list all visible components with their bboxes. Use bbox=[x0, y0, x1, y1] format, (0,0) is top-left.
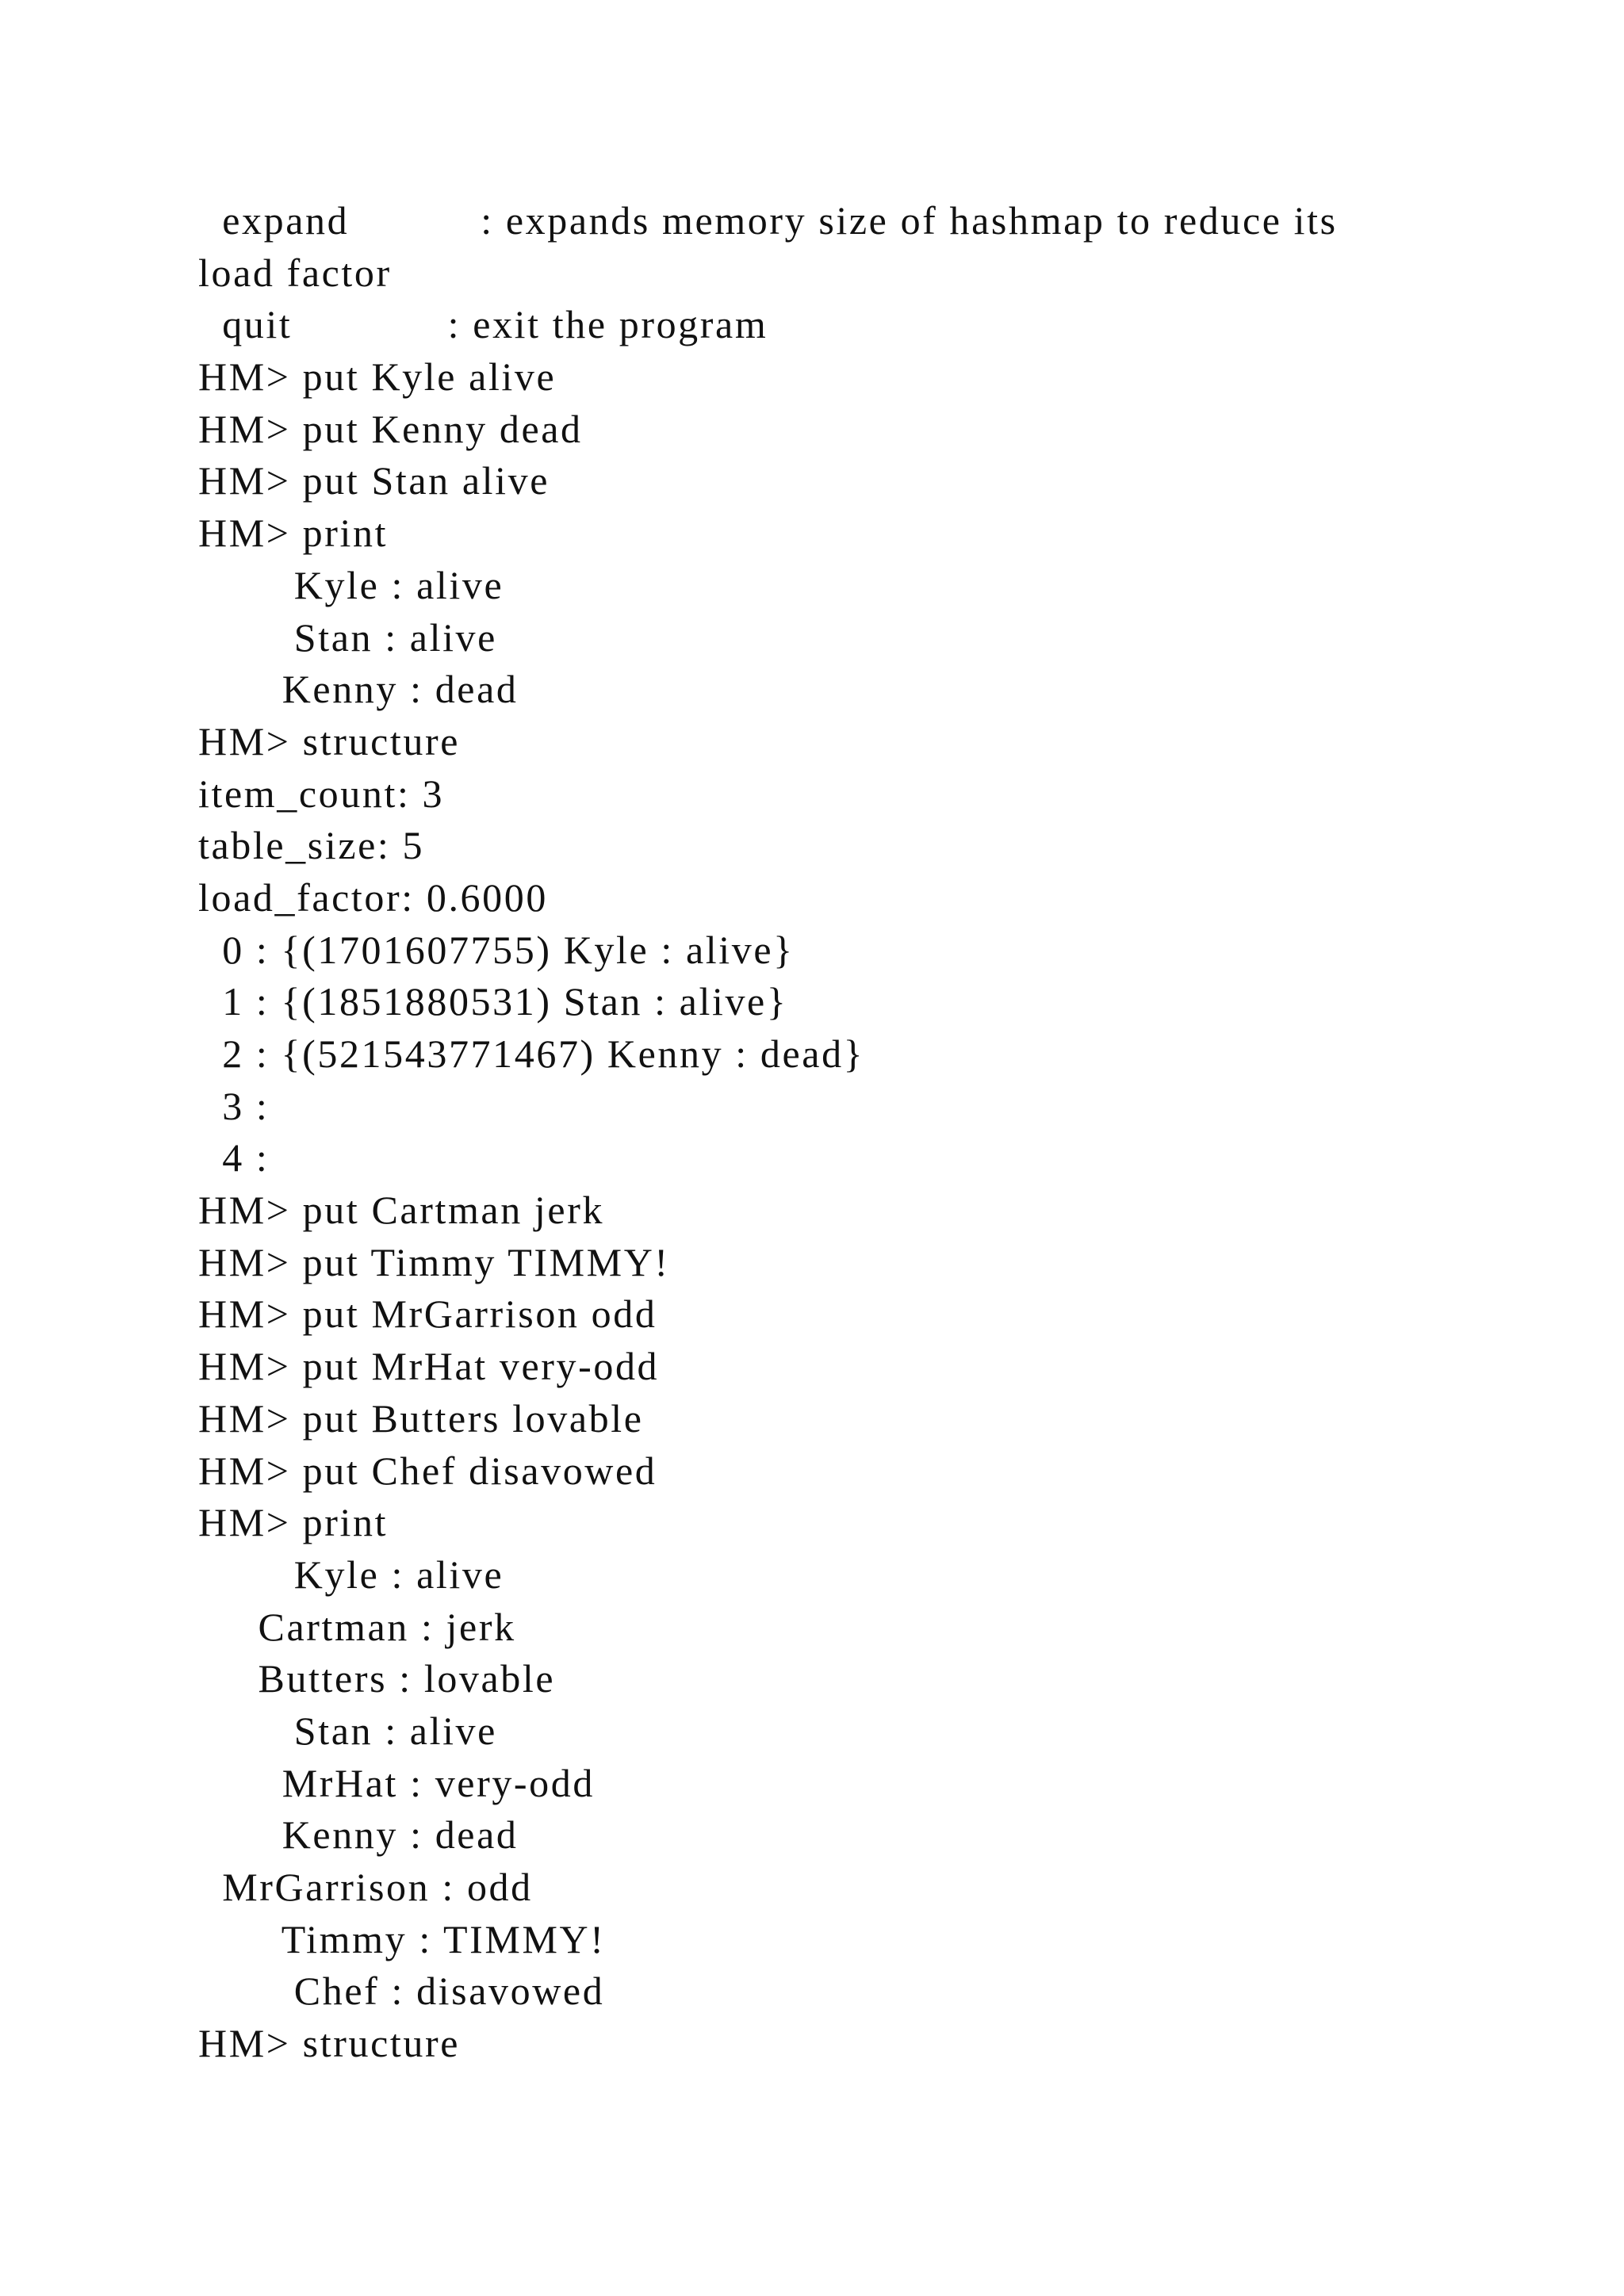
transcript-line: HM> put Timmy TIMMY! bbox=[198, 1239, 670, 1284]
transcript-line: HM> put Cartman jerk bbox=[198, 1188, 605, 1233]
transcript-line: Kenny : dead bbox=[198, 667, 519, 712]
transcript-line: Kenny : dead bbox=[198, 1812, 519, 1858]
transcript-line: load factor bbox=[198, 250, 392, 295]
transcript-line: HM> structure bbox=[198, 2021, 460, 2066]
transcript-line: MrGarrison : odd bbox=[198, 1865, 533, 1909]
transcript-line: Kyle : alive bbox=[198, 1552, 504, 1597]
transcript-line: HM> put Kenny dead bbox=[198, 406, 583, 451]
transcript-line: HM> print bbox=[198, 511, 389, 556]
transcript-line: table_size: 5 bbox=[198, 823, 425, 868]
transcript-line: HM> put MrGarrison odd bbox=[198, 1292, 657, 1337]
transcript-line: quit : exit the program bbox=[198, 302, 768, 347]
transcript-line: HM> structure bbox=[198, 718, 460, 763]
transcript-line: Butters : lovable bbox=[198, 1656, 556, 1701]
transcript-line: Stan : alive bbox=[198, 614, 497, 660]
transcript-line: 2 : {(521543771467) Kenny : dead} bbox=[198, 1031, 865, 1076]
transcript-line: 3 : bbox=[198, 1083, 270, 1128]
transcript-line: 0 : {(1701607755) Kyle : alive} bbox=[198, 927, 795, 972]
transcript-line: HM> put Butters lovable bbox=[198, 1395, 644, 1441]
transcript-line: Kyle : alive bbox=[198, 562, 504, 607]
transcript-line: HM> put Kyle alive bbox=[198, 354, 557, 400]
transcript-line: HM> put Stan alive bbox=[198, 458, 550, 503]
terminal-transcript bbox=[198, 195, 1546, 2070]
transcript-line: HM> put MrHat very-odd bbox=[198, 1344, 660, 1389]
transcript-line: Cartman : jerk bbox=[198, 1604, 516, 1649]
transcript-line: item_count: 3 bbox=[198, 771, 445, 816]
transcript-line: MrHat : very-odd bbox=[198, 1760, 595, 1805]
transcript-line: Timmy : TIMMY! bbox=[198, 1916, 606, 1961]
transcript-line: HM> put Chef disavowed bbox=[198, 1448, 657, 1493]
transcript-line: load_factor: 0.6000 bbox=[198, 874, 548, 920]
transcript-line: expand : expands memory size of hashmap to reduce its bbox=[198, 198, 1338, 243]
transcript-line: 4 : bbox=[198, 1135, 270, 1181]
transcript-line: HM> print bbox=[198, 1500, 389, 1545]
transcript-line: Stan : alive bbox=[198, 1708, 497, 1753]
transcript-line: Chef : disavowed bbox=[198, 1969, 605, 2014]
transcript-line: 1 : {(1851880531) Stan : alive} bbox=[198, 979, 788, 1024]
